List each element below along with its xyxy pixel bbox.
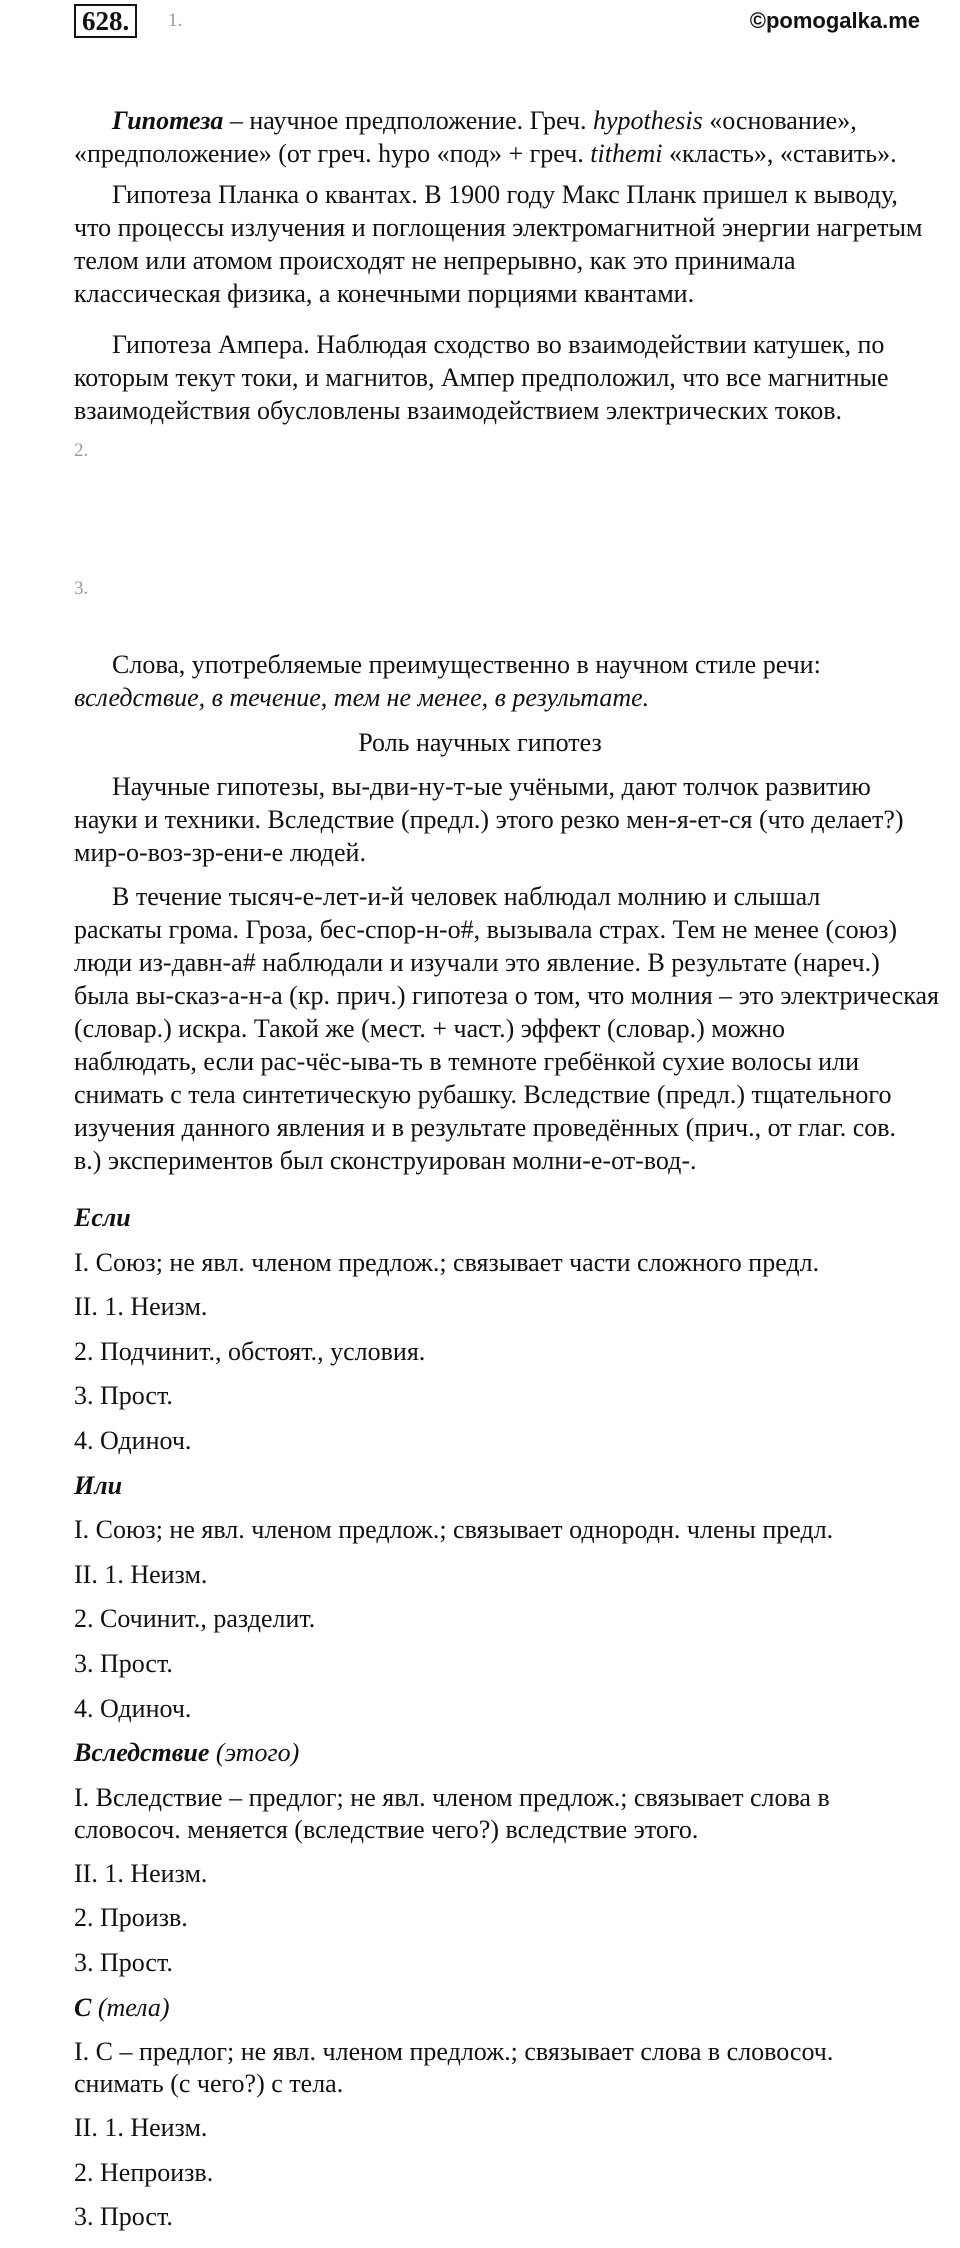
definition-paragraph — [74, 104, 919, 170]
text-title: Роль научных гипотез — [358, 728, 602, 757]
parse-line: 3. Прост. — [74, 1947, 173, 1977]
text-paragraph-2 — [74, 880, 939, 1177]
text-line: раскаты грома. Гроза, бес-спор-н-о#, вызывала страх. Тем не менее (союз) — [74, 915, 897, 944]
brand-label: ©pomogalka.me — [749, 8, 920, 33]
parse-line: словосоч. меняется (вследствие чего?) вследствие этого. — [74, 1814, 699, 1844]
parse-line: 4. Одиноч. — [74, 1425, 192, 1455]
text-line: В течение тысяч-е-лет-и-й человек наблюдал молнию и слышал — [112, 882, 821, 911]
planck-paragraph — [74, 178, 923, 310]
subtask-2-label: 2. — [74, 440, 89, 461]
term-hypothesis: Гипотеза — [112, 106, 224, 135]
text-paragraph-1 — [74, 770, 919, 869]
definition-text-3: «класть», «ставить». — [669, 139, 897, 168]
parse-line: 2. Произв. — [74, 1903, 188, 1933]
definition-text-2: «основание», — [709, 106, 857, 135]
parse-line: II. 1. Неизм. — [74, 2113, 208, 2143]
text-line: Гипотеза Планка о квантах. В 1900 году Макс Планк пришел к выводу, — [112, 180, 898, 209]
exercise-header — [74, 4, 137, 38]
parse-line: I. С – предлог; не явл. членом предлож.; связывает слова в словосоч. — [74, 2037, 834, 2067]
definition-line-2: «предположение» (от греч. hypo «под» + греч. — [74, 139, 584, 168]
parse-line: 2. Сочинит., разделит. — [74, 1604, 316, 1634]
text-line: Слова, употребляемые преимущественно в научном стиле речи: — [112, 650, 821, 679]
parse-line: 2. Подчинит., обстоят., условия. — [74, 1336, 426, 1366]
text-line: Научные гипотезы, вы-дви-ну-т-ые учёными, дают толчок развитию — [112, 772, 871, 801]
greek-word-2: tithemi — [590, 139, 663, 168]
text-line: науки и техники. Вследствие (предл.) этого резко мен-я-ет-ся (что делает?) — [74, 805, 904, 834]
parse-line: II. 1. Неизм. — [74, 1559, 208, 1589]
parse-line: II. 1. Неизм. — [74, 1858, 208, 1888]
ampere-paragraph — [74, 328, 919, 427]
subtask-1-label: 1. — [168, 10, 183, 31]
parse-line: 3. Прост. — [74, 1381, 173, 1411]
text-line: мир-о-воз-зр-ени-е людей. — [74, 838, 366, 867]
exercise-number: 628. — [74, 4, 137, 38]
parse-line: 4. Одиноч. — [74, 1693, 192, 1723]
text-line: снимать с тела синтетическую рубашку. Вследствие (предл.) тщательного — [74, 1080, 892, 1109]
scientific-words-list: вследствие, в течение, тем не менее, в результате. — [74, 683, 650, 712]
parse-line: снимать (с чего?) с тела. — [74, 2069, 344, 2099]
text-line: классическая физика, а конечными порциями квантами. — [74, 279, 695, 308]
parse-line: 3. Прост. — [74, 2202, 173, 2232]
parse-line: I. Союз; не явл. членом предлож.; связывает части сложного предл. — [74, 1247, 820, 1277]
text-line: Гипотеза Ампера. Наблюдая сходство во взаимодействии катушек, по — [112, 330, 885, 359]
parse-heading: Если — [74, 1203, 131, 1232]
parse-line: 2. Непроизв. — [74, 2157, 214, 2187]
text-line: была вы-сказ-а-н-а (кр. прич.) гипотеза о том, что молния – это электрическая — [74, 981, 939, 1010]
parse-heading-note: (тела) — [97, 1992, 170, 2022]
text-line: люди из-давн-а# наблюдали и изучали это явление. В результате (нареч.) — [74, 948, 880, 977]
subtask-3-label: 3. — [74, 578, 89, 599]
scientific-words-paragraph — [74, 648, 919, 714]
text-line: которым текут токи, и магнитов, Ампер предположил, что все магнитные — [74, 363, 889, 392]
text-line: телом или атомом происходят не непрерывно, как это принимала — [74, 246, 796, 275]
text-line: в.) экспериментов был сконструирован молни-е-от-вод-. — [74, 1146, 697, 1175]
text-line: наблюдать, если рас-чёс-ыва-ть в темноте гребёнкой сухие волосы или — [74, 1047, 859, 1076]
parse-line: I. Вследствие – предлог; не явл. членом предлож.; связывает слова в — [74, 1782, 830, 1812]
text-line: взаимодействия обусловлены взаимодействием электрических токов. — [74, 396, 843, 425]
parse-heading: С — [74, 1992, 92, 2022]
parse-heading: Или — [74, 1470, 123, 1500]
parse-line: II. 1. Неизм. — [74, 1292, 208, 1322]
parse-line: 3. Прост. — [74, 1648, 173, 1678]
greek-word-1: hypothesis — [592, 106, 703, 135]
parse-heading: Вследствие — [74, 1738, 210, 1768]
text-line: изучения данного явления и в результате проведённых (прич., от глаг. сов. — [74, 1113, 897, 1142]
parse-line: I. Союз; не явл. членом предлож.; связывает однородн. члены предл. — [74, 1515, 834, 1545]
text-line: что процессы излучения и поглощения электромагнитной энергии нагретым — [74, 213, 923, 242]
text-line: (словар.) искра. Такой же (мест. + част.) эффект (словар.) можно — [74, 1014, 785, 1043]
parsing-section — [74, 1196, 919, 2240]
definition-text: – научное предположение. Греч. — [229, 106, 587, 135]
parse-heading-note: (этого) — [215, 1738, 300, 1768]
